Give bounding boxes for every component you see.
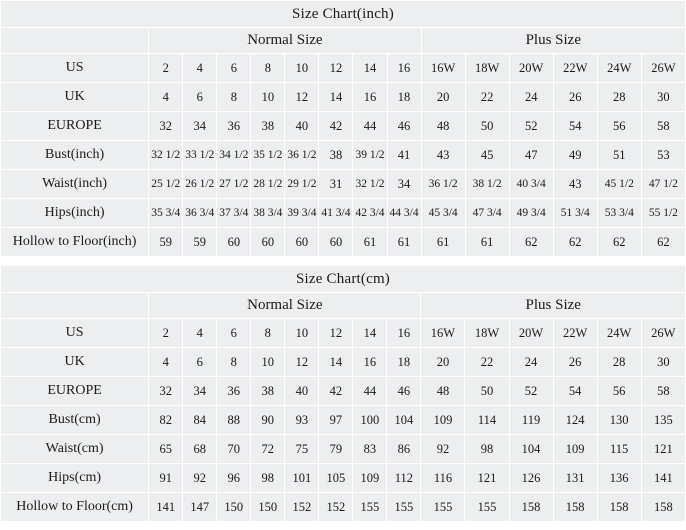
cell-normal: 8: [251, 54, 285, 83]
table-row: [1, 319, 686, 348]
cell-plus: 26: [553, 348, 597, 377]
cell-normal: 82: [149, 406, 183, 435]
row-label: Bust(cm): [1, 406, 149, 435]
cell-plus: 58: [641, 377, 685, 406]
size-chart-table-inch: [0, 0, 686, 257]
cell-normal: 40: [285, 377, 319, 406]
cell-normal: 31: [319, 170, 353, 199]
cell-normal: 83: [353, 435, 387, 464]
cell-normal: 14: [353, 54, 387, 83]
group-row-spacer: [1, 293, 149, 319]
cell-normal: 8: [217, 348, 251, 377]
cell-normal: 33 1/2: [183, 141, 217, 170]
cell-plus: 18W: [465, 319, 509, 348]
table-row: [1, 112, 686, 141]
cell-normal: 10: [251, 348, 285, 377]
cell-normal: 4: [149, 348, 183, 377]
cell-normal: 4: [149, 83, 183, 112]
cell-normal: 59: [183, 228, 217, 257]
cell-normal: 46: [387, 112, 421, 141]
cell-normal: 32: [149, 112, 183, 141]
cell-normal: 16: [353, 83, 387, 112]
cell-plus: 20: [421, 83, 465, 112]
group-header-normal: Normal Size: [149, 28, 421, 54]
group-header-normal: Normal Size: [149, 293, 421, 319]
cell-normal: 40: [285, 112, 319, 141]
cell-plus: 20W: [509, 54, 553, 83]
cell-normal: 84: [183, 406, 217, 435]
cell-plus: 30: [641, 83, 685, 112]
cell-normal: 86: [387, 435, 421, 464]
cell-plus: 126: [509, 464, 553, 493]
cell-normal: 37 3/4: [217, 199, 251, 228]
cell-normal: 46: [387, 377, 421, 406]
cell-plus: 49 3/4: [509, 199, 553, 228]
cell-normal: 42: [319, 112, 353, 141]
cell-plus: 47 1/2: [641, 170, 685, 199]
cell-normal: 93: [285, 406, 319, 435]
group-row-spacer: [1, 28, 149, 54]
cell-normal: 36: [217, 377, 251, 406]
cell-plus: 55 1/2: [641, 199, 685, 228]
cell-normal: 79: [319, 435, 353, 464]
cell-normal: 2: [149, 54, 183, 83]
cell-normal: 4: [183, 54, 217, 83]
group-row: [1, 293, 686, 319]
cell-plus: 45 1/2: [597, 170, 641, 199]
cell-normal: 72: [251, 435, 285, 464]
cell-normal: 34: [387, 170, 421, 199]
row-label: EUROPE: [1, 112, 149, 141]
cell-plus: 28: [597, 348, 641, 377]
row-label: Hips(cm): [1, 464, 149, 493]
cell-normal: 92: [183, 464, 217, 493]
cell-plus: 158: [553, 493, 597, 522]
cell-plus: 109: [553, 435, 597, 464]
cell-plus: 26: [553, 83, 597, 112]
cell-normal: 155: [387, 493, 421, 522]
row-label: US: [1, 54, 149, 83]
cell-plus: 130: [597, 406, 641, 435]
cell-plus: 24W: [597, 319, 641, 348]
cell-normal: 34: [183, 377, 217, 406]
cell-plus: 131: [553, 464, 597, 493]
size-chart-inch: [0, 0, 686, 257]
cell-normal: 12: [319, 319, 353, 348]
cell-normal: 41: [387, 141, 421, 170]
cell-normal: 60: [285, 228, 319, 257]
cell-plus: 124: [553, 406, 597, 435]
row-label: Bust(inch): [1, 141, 149, 170]
cell-normal: 32 1/2: [149, 141, 183, 170]
cell-normal: 4: [183, 319, 217, 348]
cell-normal: 27 1/2: [217, 170, 251, 199]
cell-plus: 48: [421, 112, 465, 141]
table-row: [1, 141, 686, 170]
cell-normal: 155: [353, 493, 387, 522]
cell-plus: 52: [509, 377, 553, 406]
chart-title: Size Chart(inch): [1, 1, 686, 28]
cell-normal: 28 1/2: [251, 170, 285, 199]
cell-plus: 119: [509, 406, 553, 435]
cell-normal: 141: [149, 493, 183, 522]
cell-plus: 141: [641, 464, 685, 493]
cell-normal: 150: [251, 493, 285, 522]
cell-normal: 14: [319, 348, 353, 377]
cell-plus: 109: [421, 406, 465, 435]
cell-normal: 10: [285, 54, 319, 83]
cell-normal: 100: [353, 406, 387, 435]
cell-normal: 36: [217, 112, 251, 141]
row-label: Waist(inch): [1, 170, 149, 199]
cell-normal: 44: [353, 112, 387, 141]
cell-plus: 30: [641, 348, 685, 377]
cell-plus: 136: [597, 464, 641, 493]
cell-normal: 6: [217, 54, 251, 83]
cell-plus: 56: [597, 377, 641, 406]
row-label: UK: [1, 83, 149, 112]
cell-plus: 61: [465, 228, 509, 257]
cell-normal: 88: [217, 406, 251, 435]
cell-normal: 112: [387, 464, 421, 493]
cell-plus: 92: [421, 435, 465, 464]
cell-normal: 14: [319, 83, 353, 112]
table-row: [1, 493, 686, 522]
table-row: [1, 464, 686, 493]
cell-normal: 34 1/2: [217, 141, 251, 170]
size-chart-table-cm: [0, 265, 686, 522]
row-label: US: [1, 319, 149, 348]
cell-normal: 109: [353, 464, 387, 493]
cell-plus: 135: [641, 406, 685, 435]
cell-normal: 16: [353, 348, 387, 377]
cell-plus: 26W: [641, 319, 685, 348]
table-row: [1, 377, 686, 406]
table-row: [1, 348, 686, 377]
group-header-plus: Plus Size: [421, 28, 685, 54]
table-row: [1, 435, 686, 464]
cell-plus: 116: [421, 464, 465, 493]
cell-normal: 60: [251, 228, 285, 257]
cell-plus: 45: [465, 141, 509, 170]
cell-normal: 8: [217, 83, 251, 112]
cell-plus: 20W: [509, 319, 553, 348]
cell-normal: 101: [285, 464, 319, 493]
cell-plus: 22: [465, 348, 509, 377]
cell-normal: 34: [183, 112, 217, 141]
table-row: [1, 406, 686, 435]
cell-normal: 12: [285, 83, 319, 112]
title-row: [1, 1, 686, 28]
cell-plus: 98: [465, 435, 509, 464]
cell-normal: 32 1/2: [353, 170, 387, 199]
cell-plus: 52: [509, 112, 553, 141]
cell-normal: 25 1/2: [149, 170, 183, 199]
cell-plus: 121: [641, 435, 685, 464]
row-label: UK: [1, 348, 149, 377]
cell-normal: 152: [319, 493, 353, 522]
cell-normal: 60: [217, 228, 251, 257]
cell-normal: 39 1/2: [353, 141, 387, 170]
cell-plus: 56: [597, 112, 641, 141]
table-row: [1, 228, 686, 257]
cell-normal: 38: [319, 141, 353, 170]
chart-title: Size Chart(cm): [1, 266, 686, 293]
table-row: [1, 54, 686, 83]
group-header-plus: Plus Size: [421, 293, 686, 319]
cell-plus: 158: [597, 493, 641, 522]
cell-plus: 40 3/4: [509, 170, 553, 199]
group-row: [1, 28, 686, 54]
cell-plus: 121: [465, 464, 509, 493]
cell-plus: 155: [465, 493, 509, 522]
cell-plus: 24: [509, 83, 553, 112]
row-label: Hollow to Floor(inch): [1, 228, 149, 257]
cell-normal: 41 3/4: [319, 199, 353, 228]
cell-normal: 65: [149, 435, 183, 464]
cell-normal: 6: [217, 319, 251, 348]
cell-normal: 26 1/2: [183, 170, 217, 199]
cell-normal: 38: [251, 377, 285, 406]
row-label: Hollow to Floor(cm): [1, 493, 149, 522]
cell-normal: 38 3/4: [251, 199, 285, 228]
cell-plus: 104: [509, 435, 553, 464]
cell-normal: 90: [251, 406, 285, 435]
cell-normal: 44 3/4: [387, 199, 421, 228]
cell-normal: 70: [217, 435, 251, 464]
cell-normal: 44: [353, 377, 387, 406]
cell-normal: 97: [319, 406, 353, 435]
cell-plus: 54: [553, 377, 597, 406]
table-row: [1, 199, 686, 228]
cell-normal: 59: [149, 228, 183, 257]
cell-plus: 53: [641, 141, 685, 170]
title-row: [1, 266, 686, 293]
cell-normal: 98: [251, 464, 285, 493]
cell-plus: 43: [421, 141, 465, 170]
cell-plus: 115: [597, 435, 641, 464]
cell-normal: 61: [387, 228, 421, 257]
cell-normal: 8: [251, 319, 285, 348]
cell-normal: 12: [285, 348, 319, 377]
cell-plus: 20: [421, 348, 465, 377]
cell-plus: 54: [553, 112, 597, 141]
cell-normal: 42: [319, 377, 353, 406]
cell-plus: 18W: [465, 54, 509, 83]
row-label: EUROPE: [1, 377, 149, 406]
cell-plus: 50: [465, 112, 509, 141]
cell-plus: 58: [641, 112, 685, 141]
cell-normal: 6: [183, 83, 217, 112]
cell-normal: 2: [149, 319, 183, 348]
cell-plus: 43: [553, 170, 597, 199]
cell-plus: 24: [509, 348, 553, 377]
cell-plus: 51 3/4: [553, 199, 597, 228]
cell-normal: 91: [149, 464, 183, 493]
cell-plus: 62: [553, 228, 597, 257]
cell-plus: 36 1/2: [421, 170, 465, 199]
cell-plus: 48: [421, 377, 465, 406]
cell-normal: 147: [183, 493, 217, 522]
cell-normal: 36 3/4: [183, 199, 217, 228]
cell-normal: 39 3/4: [285, 199, 319, 228]
cell-plus: 16W: [421, 54, 465, 83]
table-row: [1, 83, 686, 112]
cell-plus: 62: [509, 228, 553, 257]
cell-normal: 61: [353, 228, 387, 257]
cell-normal: 150: [217, 493, 251, 522]
cell-plus: 158: [641, 493, 685, 522]
table-row: [1, 170, 686, 199]
cell-normal: 10: [251, 83, 285, 112]
cell-plus: 26W: [641, 54, 685, 83]
cell-normal: 32: [149, 377, 183, 406]
cell-plus: 22: [465, 83, 509, 112]
cell-plus: 28: [597, 83, 641, 112]
cell-plus: 38 1/2: [465, 170, 509, 199]
cell-normal: 6: [183, 348, 217, 377]
cell-plus: 50: [465, 377, 509, 406]
cell-plus: 45 3/4: [421, 199, 465, 228]
cell-normal: 152: [285, 493, 319, 522]
cell-plus: 16W: [421, 319, 465, 348]
cell-plus: 158: [509, 493, 553, 522]
cell-plus: 114: [465, 406, 509, 435]
cell-plus: 53 3/4: [597, 199, 641, 228]
cell-normal: 96: [217, 464, 251, 493]
cell-plus: 24W: [597, 54, 641, 83]
cell-normal: 16: [387, 54, 421, 83]
cell-plus: 155: [421, 493, 465, 522]
cell-plus: 51: [597, 141, 641, 170]
size-chart-cm: [0, 265, 686, 522]
cell-normal: 18: [387, 348, 421, 377]
cell-normal: 104: [387, 406, 421, 435]
cell-plus: 47 3/4: [465, 199, 509, 228]
cell-plus: 61: [421, 228, 465, 257]
cell-normal: 16: [387, 319, 421, 348]
row-label: Waist(cm): [1, 435, 149, 464]
cell-normal: 14: [353, 319, 387, 348]
cell-normal: 60: [319, 228, 353, 257]
cell-normal: 38: [251, 112, 285, 141]
cell-normal: 42 3/4: [353, 199, 387, 228]
cell-plus: 22W: [553, 54, 597, 83]
cell-normal: 75: [285, 435, 319, 464]
cell-normal: 35 1/2: [251, 141, 285, 170]
cell-plus: 22W: [553, 319, 597, 348]
cell-normal: 10: [285, 319, 319, 348]
cell-normal: 36 1/2: [285, 141, 319, 170]
cell-normal: 105: [319, 464, 353, 493]
cell-plus: 62: [597, 228, 641, 257]
cell-normal: 18: [387, 83, 421, 112]
cell-normal: 35 3/4: [149, 199, 183, 228]
cell-normal: 68: [183, 435, 217, 464]
cell-plus: 49: [553, 141, 597, 170]
row-label: Hips(inch): [1, 199, 149, 228]
cell-normal: 12: [319, 54, 353, 83]
cell-plus: 62: [641, 228, 685, 257]
cell-normal: 29 1/2: [285, 170, 319, 199]
cell-plus: 47: [509, 141, 553, 170]
